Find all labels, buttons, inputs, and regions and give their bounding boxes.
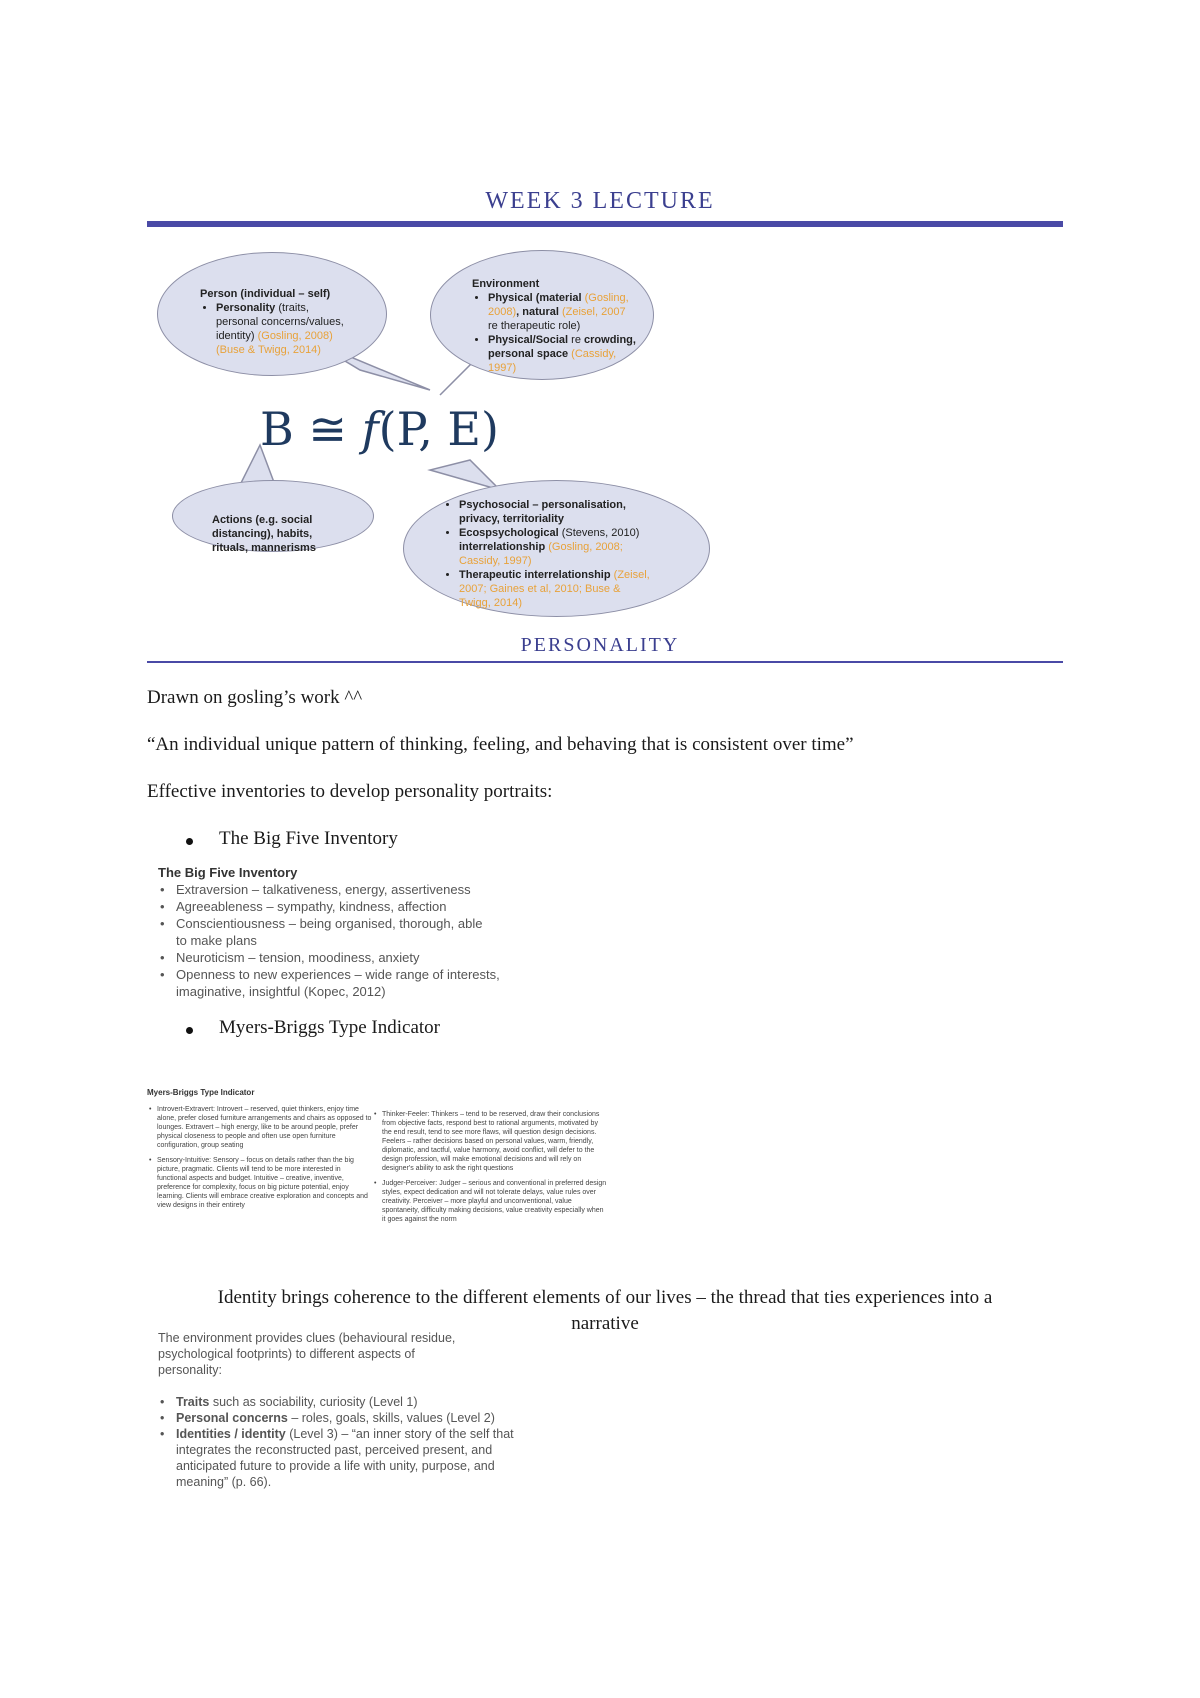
big-five-item: • Conscientiousness – being organised, thorough, able to make plans	[176, 915, 496, 949]
actions-bubble-text: Actions (e.g. social distancing), habits, rituals, mannerisms	[212, 514, 316, 554]
paragraph-identity-line2: narrative	[571, 1313, 639, 1334]
big-five-item: • Neuroticism – tension, moodiness, anxiety	[176, 949, 548, 966]
paragraph-identity-line1: Identity brings coherence to the different elements of our lives – the thread that ties experiences into a	[217, 1287, 993, 1308]
environment-clues-intro: The environment provides clues (behavioural residue, psychological footprints) to different aspects of personality:	[158, 1331, 456, 1377]
behaviour-diagram	[160, 250, 720, 620]
environment-clue-item: • Traits such as sociability, curiosity (Level 1)	[176, 1394, 558, 1410]
environment-bubble-text	[472, 277, 637, 375]
page-title: WEEK 3 LECTURE	[485, 188, 715, 214]
psychosocial-bubble-text	[443, 498, 653, 610]
mbti-heading: Myers-Briggs Type Indicator	[147, 1088, 255, 1097]
bullet-dot	[186, 838, 193, 845]
psycho-item-psychosocial: • Psychosocial – personalisation, privacy, territoriality	[459, 498, 653, 526]
title-rule	[147, 221, 1063, 227]
mbti-item: • Sensory-Intuitive: Sensory – focus on details rather than the big picture, pragmatic. Clients will tend to be more interested in functional aspects and budget. Intuitive – creative, inventive, preference for complexity, focus on big picture potential, enjoy learning. Clients will embrace creative exploration and concepts and view designs in their entirety	[157, 1156, 372, 1210]
mbti-item: • Introvert-Extravert: Introvert – reserved, quiet thinkers, enjoy time alone, prefer closed furniture arrangements and chairs as opposed to lounges. Extravert – high energy, like to be around people, prefer physical closeness to people and often use open furniture configuration, group seating	[157, 1105, 372, 1150]
bullet-dot	[186, 1027, 193, 1034]
formula: B ≅ 𝑓(P, E)	[260, 402, 499, 456]
mbti-right-column	[372, 1110, 607, 1224]
mbti-item: • Judger-Perceiver: Judger – serious and conventional in preferred design styles, expect dedication and will not tolerate delays, value rules over creativity. Perceiver – more playful and unconventional, value spontaneity, difficulty making decisions, value creativity especially when it goes against the norm	[382, 1179, 607, 1224]
person-heading: Person (individual – self)	[200, 288, 331, 300]
psycho-item-therapeutic: • Therapeutic interrelationship (Zeisel, 2007; Gaines et al, 2010; Buse & Twigg, 2014)	[459, 568, 653, 610]
paragraph-inventories: Effective inventories to develop personality portraits:	[147, 781, 553, 802]
environment-heading: Environment	[472, 278, 540, 290]
environment-item-social: • Physical/Social re crowding, personal space (Cassidy, 1997)	[488, 333, 637, 375]
environment-item-physical: • Physical (material (Gosling, 2008), natural (Zeisel, 2007 re therapeutic role)	[488, 291, 637, 333]
section-heading-personality: PERSONALITY	[520, 634, 680, 656]
paragraph-drawn-on: Drawn on gosling’s work ^^	[147, 687, 363, 708]
big-five-item: • Openness to new experiences – wide range of interests, imaginative, insightful (Kopec, 2012)	[176, 966, 536, 1000]
big-five-figure	[158, 864, 548, 1000]
environment-clue-item: • Identities / identity (Level 3) – “an inner story of the self that integrates the reconstructed past, perceived present, and anticipated future to provide a life with unity, purpose, and meaning” (p. 66).	[176, 1426, 546, 1490]
mbti-item: • Thinker-Feeler: Thinkers – tend to be reserved, draw their conclusions from objective facts, respond best to rational arguments, motivated by the end result, tend to see more flaws, will question design decisions. Feelers – rather decisions based on personal values, warm, friendly, diplomatic, and tactful, value harmony, avoid conflict, will defer to the design profession, will make emotional decisions and will rely on designer's ability to ask the right questions	[382, 1110, 607, 1173]
person-item: • Personality (traits, personal concerns/values, identity) (Gosling, 2008) (Buse & Twigg, 2014)	[216, 301, 350, 357]
bullet-myers-briggs: Myers-Briggs Type Indicator	[219, 1017, 440, 1038]
big-five-heading: The Big Five Inventory	[158, 865, 298, 880]
person-bubble-text	[200, 287, 350, 357]
mbti-left-column	[147, 1105, 372, 1210]
section-rule	[147, 661, 1063, 663]
environment-clues-figure	[158, 1330, 558, 1490]
bullet-big-five: The Big Five Inventory	[219, 828, 398, 849]
environment-clue-item: • Personal concerns – roles, goals, skills, values (Level 2)	[176, 1410, 558, 1426]
psycho-item-eco: • Ecospsychological (Stevens, 2010) interrelationship (Gosling, 2008; Cassidy, 1997)	[459, 526, 653, 568]
paragraph-definition: “An individual unique pattern of thinking, feeling, and behaving that is consistent over time”	[147, 734, 854, 755]
big-five-item: • Agreeableness – sympathy, kindness, affection	[176, 898, 548, 915]
big-five-item: • Extraversion – talkativeness, energy, assertiveness	[176, 881, 548, 898]
